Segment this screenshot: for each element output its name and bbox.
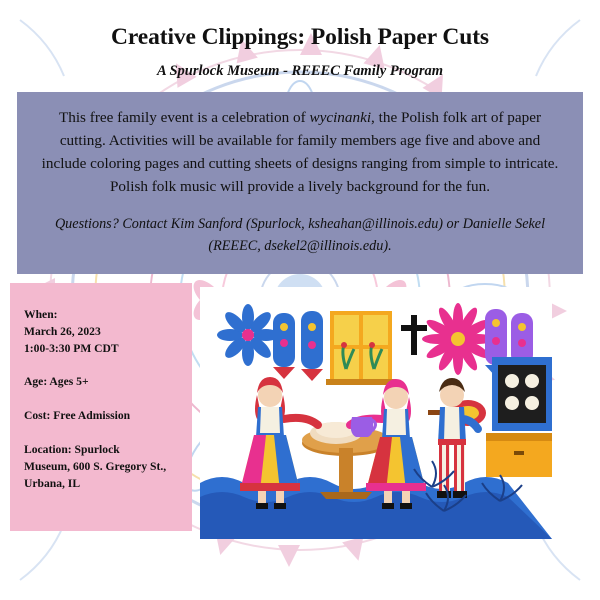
description-part2: , the Polish folk art of paper cutting. Activities will be available for family members age five and above and include coloring pages and cutting sheets of designs ranging from simple to intricate. Polish folk music will provide a lively background for the fun. — [41, 109, 559, 196]
illustration-panel — [200, 287, 552, 539]
description-text — [41, 106, 559, 198]
detail-spacer-3 — [24, 425, 178, 442]
detail-cost: Cost: Free Admission — [24, 409, 131, 423]
polish-papercut-illustration — [200, 287, 552, 539]
detail-date: March 26, 2023 — [24, 324, 101, 338]
title-block — [0, 24, 600, 80]
detail-spacer-1 — [24, 357, 178, 374]
description-emphasis: wycinanki — [309, 109, 372, 126]
detail-when-label: When: — [24, 308, 58, 321]
contact-text: Questions? Contact Kim Sanford (Spurlock, ksheahan@illinois.edu) or Danielle Sekel (REEEC, dsekel2@illinois.edu). — [54, 216, 546, 254]
description-part1: This free family event is a celebration of — [58, 109, 310, 126]
detail-spacer-2 — [24, 391, 178, 408]
event-details-panel — [10, 283, 192, 531]
detail-age: Age: Ages 5+ — [24, 375, 89, 389]
detail-location-line3: Urbana, IL — [24, 476, 81, 490]
detail-location-line2: Museum, 600 S. Gregory St., — [24, 459, 167, 473]
detail-time: 1:00-3:30 PM CDT — [24, 341, 119, 355]
description-panel — [17, 92, 583, 274]
page-title: Creative Clippings: Polish Paper Cuts — [111, 24, 489, 50]
detail-location-line1: Location: Spurlock — [24, 442, 120, 456]
page-subtitle: A Spurlock Museum - REEEC Family Program — [156, 63, 444, 79]
